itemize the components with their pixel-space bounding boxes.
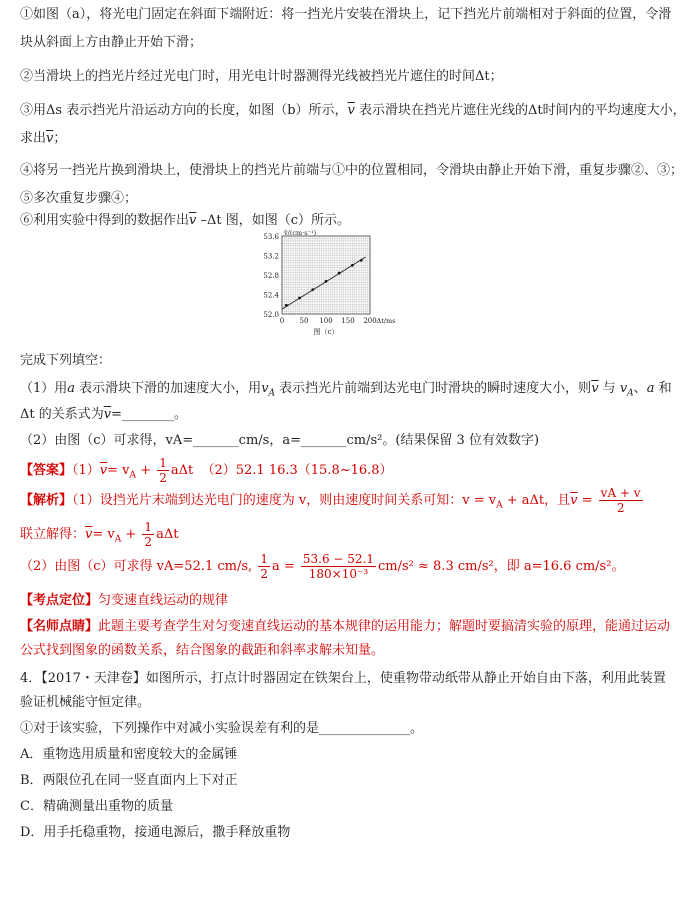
frac-num: 1 xyxy=(144,520,153,534)
frac-den: 2 xyxy=(144,535,153,549)
analysis-sub-2: A xyxy=(114,534,122,545)
q1-text-k: =________。 xyxy=(111,407,188,422)
frac-num: vA + v xyxy=(600,486,641,500)
answer-line xyxy=(20,456,393,487)
analysis-line-3 xyxy=(20,552,624,581)
step-6-text-a: ⑥利用实验中得到的数据作出 xyxy=(20,213,190,228)
q1-symbol-v2: v xyxy=(619,381,628,396)
q1-text-a: （1）用 xyxy=(20,381,68,396)
analysis-line-2 xyxy=(20,520,178,552)
answer-1-label: （1） xyxy=(72,463,100,478)
analysis-sub-1: A xyxy=(496,500,503,511)
y-tick-label: 52.8 xyxy=(263,272,279,280)
analysis-text-3b: a = xyxy=(271,559,295,574)
data-point xyxy=(325,280,328,283)
kaodian-text: 匀变速直线运动的规律 xyxy=(98,593,229,608)
q1-symbol-a: a xyxy=(67,381,76,396)
frac-den: 2 xyxy=(260,567,268,581)
analysis-text-3c: cm/s² ≈ 8.3 cm/s²，即 a=16.6 cm/s²。 xyxy=(378,559,625,574)
frac-den: 2 xyxy=(616,501,625,515)
step-4: ④将另一挡光片换到滑块上，使滑块上的挡光片前端与①中的位置相同，令滑块由静止开始下滑，重复步骤②、③； xyxy=(20,163,684,178)
answer-fraction xyxy=(157,456,169,485)
step-3-line-1 xyxy=(20,102,686,120)
y-tick-label: 52.4 xyxy=(263,291,279,300)
x-tick-label: 150 xyxy=(341,317,355,325)
y-tick-label: 52.0 xyxy=(263,311,279,319)
question-2: （2）由图（c）可求得，vA=_______cm/s，a=_______cm/s²。(结果保留 3 位有效数字) xyxy=(20,433,540,448)
analysis-fraction-3b xyxy=(301,552,376,581)
y-axis-label: v̄/(cm·s⁻¹) xyxy=(284,229,317,237)
y-tick-label: 53.2 xyxy=(263,252,279,261)
kaodian-tag: 【考点定位】 xyxy=(20,593,99,608)
answer-tag: 【答案】 xyxy=(20,463,73,478)
vbar-symbol: $\overline{v}$ xyxy=(570,493,578,508)
x-tick-label: 0 xyxy=(279,317,285,325)
q4-line-3: ①对于该实验，下列操作中对减小实验误差有利的是______________。 xyxy=(20,721,424,736)
vbar-symbol: $\overline{v}$ xyxy=(189,213,197,228)
analysis-text-2b: = v xyxy=(92,527,115,542)
analysis-tag: 【解析】 xyxy=(20,493,73,508)
answer-eq-a: = v xyxy=(107,463,130,478)
frac-num: 1 xyxy=(260,552,268,566)
vbar-symbol: $\overline{v}$ xyxy=(591,381,599,396)
step-6-text-b: –Δt 图，如图（c）所示。 xyxy=(196,213,351,228)
question-1-line-2 xyxy=(20,406,187,424)
data-point xyxy=(360,259,363,262)
q1-sub-a: A xyxy=(268,388,276,399)
analysis-line-1: 【解析】（1）设挡光片末端到达光电门的速度为 v，则由速度时间关系可知：$v = v_A + a\Delta t$，且$\overline{v}$ = $\frac{vA + v}{2}$ xyxy=(20,486,641,515)
x-tick-label: 200 xyxy=(363,317,377,325)
step-3-text-d: ； xyxy=(53,131,67,146)
choice-c: C．精确测量出重物的质量 xyxy=(20,799,173,814)
step-3-line-2 xyxy=(20,130,66,148)
chart-svg xyxy=(250,228,402,346)
mingshi-tag: 【名师点睛】 xyxy=(20,619,99,634)
data-point xyxy=(285,304,288,307)
data-point xyxy=(338,272,341,275)
frac-den: 180×10⁻³ xyxy=(308,567,369,581)
choice-b: B．两限位孔在同一竖直面内上下对正 xyxy=(20,773,238,788)
analysis-text-1b: + aΔt，且 xyxy=(502,493,571,508)
q4-line-1: 4．【2017・天津卷】如图所示，打点计时器固定在铁架台上，使重物带动纸带从静止开始自由下落，利用此装置 xyxy=(20,671,666,686)
q1-text-h: 、 xyxy=(633,381,647,396)
step-1-line-1: ①如图（a），将光电门固定在斜面下端附近：将一挡光片安装在滑块上，记下挡光片前端相对于斜面的位置，令滑 xyxy=(20,7,672,22)
fill-intro: 完成下列填空： xyxy=(20,353,112,368)
step-3-text-b: 表示滑块在挡光片遮住光线的Δt时间内的平均速度大小， xyxy=(354,103,686,118)
kaodian-line xyxy=(20,592,228,610)
vbar-symbol: $\overline{v}$ xyxy=(99,463,108,478)
analysis-text-2c: + xyxy=(121,527,141,542)
choice-d: D．用手托稳重物，接通电源后，撒手释放重物 xyxy=(20,825,291,840)
frac-den: 2 xyxy=(159,471,167,485)
mingshi-line-2: 公式找到图象的函数关系，结合图象的截距和斜率求解未知量。 xyxy=(20,643,385,658)
vbar-symbol: $\overline{v}$ xyxy=(347,103,355,118)
vbar-symbol: $\overline{v}$ xyxy=(103,407,112,422)
q1-text-i: 和 xyxy=(654,381,672,396)
analysis-text-2a: 联立解得： xyxy=(20,527,86,542)
q1-text-j: Δt 的关系式为 xyxy=(20,407,104,422)
x-tick-label: 50 xyxy=(299,317,309,325)
step-1-line-2: 块从斜面上方由静止开始下滑； xyxy=(20,35,203,50)
data-point xyxy=(311,288,314,291)
figure-c-chart xyxy=(250,228,402,346)
q1-text-c: 表示滑块下滑的加速度大小，用 xyxy=(75,381,262,396)
analysis-text-2d: aΔt xyxy=(156,527,179,542)
q1-symbol-a2: a xyxy=(646,381,655,396)
analysis-text-3a: （2）由图（c）可求得 vA=52.1 cm/s, xyxy=(20,559,253,574)
q1-text-f: 表示挡光片前端到达光电门时滑块的瞬时速度大小，则 xyxy=(275,381,592,396)
step-2: ②当滑块上的挡光片经过光电门时，用光电计时器测得光线被挡光片遮住的时间Δt； xyxy=(20,69,503,84)
data-point xyxy=(351,264,354,267)
step-3-text-a: ③用Δs 表示挡光片沿运动方向的长度，如图（b）所示， xyxy=(20,103,348,118)
analysis-fraction-2 xyxy=(142,520,154,549)
answer-eq-plus: + xyxy=(136,463,156,478)
y-tick-label: 53.6 xyxy=(263,233,279,241)
vbar-symbol: $\overline{v}$ xyxy=(85,527,93,542)
choice-a: A．重物选用质量和密度较大的金属锤 xyxy=(20,747,238,762)
analysis-text-1: （1）设挡光片末端到达光电门的速度为 v，则由速度时间关系可知：v = v xyxy=(72,493,497,508)
q1-symbol-v: v xyxy=(261,381,269,396)
frac-num: 53.6 − 52.1 xyxy=(302,552,375,566)
analysis-fraction-3a xyxy=(258,552,270,581)
q1-text-g: 与 xyxy=(598,381,620,396)
frac-num: 1 xyxy=(159,456,167,470)
x-tick-label: 100 xyxy=(319,317,333,325)
step-5: ⑤多次重复步骤④； xyxy=(20,191,138,206)
analysis-fraction-1 xyxy=(599,486,643,515)
step-3-text-c: 求出 xyxy=(20,131,47,146)
answer-eq-sub: A xyxy=(129,470,137,481)
q4-line-2: 验证机械能守恒定律。 xyxy=(20,695,151,710)
mingshi-line-1 xyxy=(20,618,670,636)
data-point xyxy=(298,297,301,300)
question-1-line-1 xyxy=(20,380,672,403)
answer-2: （2）52.1 16.3（15.8~16.8） xyxy=(201,463,393,478)
vbar-symbol: $\overline{v}$ xyxy=(46,131,54,146)
chart-caption: 图（c） xyxy=(313,328,339,336)
mingshi-text-1: 此题主要考查学生对匀变速直线运动的基本规律的运用能力；解题时要搞清实验的原理，能通过运动 xyxy=(98,619,671,634)
q1-sub-a2: A xyxy=(627,388,634,399)
answer-eq-end: aΔt xyxy=(170,463,194,478)
x-axis-label: Δt/ms xyxy=(376,317,396,325)
